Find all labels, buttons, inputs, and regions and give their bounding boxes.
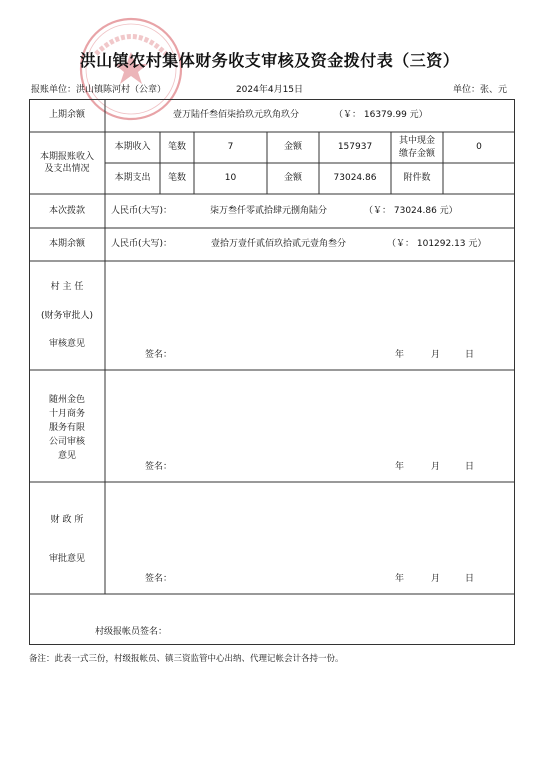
accountant-sign-label: 村级报帐员签名： bbox=[95, 626, 168, 637]
income-count: 7 bbox=[227, 142, 234, 153]
income-count-label: 笔数 bbox=[167, 142, 186, 153]
prev-balance-words: 壹万陆仟叁佰柒拾玖元玖角玖分 bbox=[173, 110, 300, 121]
income-label: 本期收入 bbox=[114, 142, 151, 153]
expense-amount-label: 金额 bbox=[283, 173, 302, 184]
current-balance-number: （￥： 101292.13 元） bbox=[387, 239, 487, 250]
expense-label: 本期支出 bbox=[114, 173, 151, 184]
company-month-label: 月 bbox=[431, 461, 441, 472]
allocation-rmb-label: 人民币(大写)： bbox=[111, 205, 173, 216]
allocation-number: （￥： 73024.86 元） bbox=[364, 205, 458, 216]
form-date: 2024年4月15日 bbox=[235, 85, 304, 95]
cash-deposit-label: 其中现金缴存金额 bbox=[398, 136, 435, 159]
currency-unit: 单位：张、元 bbox=[452, 85, 507, 95]
finance-approver-label: (财务审批人) bbox=[40, 310, 94, 321]
company-line-2: 十月商务 bbox=[48, 408, 85, 419]
village-head-label: 村 主 任 bbox=[50, 281, 84, 292]
company-line-4: 公司审核 bbox=[48, 436, 85, 447]
company-line-1: 随州金色 bbox=[48, 394, 85, 405]
form-title: 洪山镇农村集体财务收支审核及资金拨付表（三资） bbox=[79, 51, 460, 70]
current-balance-rmb-label: 人民币(大写)： bbox=[111, 239, 173, 250]
current-balance-label: 本期余额 bbox=[48, 239, 85, 250]
village-day-label: 日 bbox=[465, 349, 475, 360]
finance-office-review-label: 审批意见 bbox=[48, 553, 85, 564]
finance-office-label: 财 政 所 bbox=[50, 514, 84, 525]
finance-month-label: 月 bbox=[431, 573, 441, 584]
expense-count: 10 bbox=[224, 173, 237, 184]
company-sign-label: 签名： bbox=[145, 461, 173, 472]
company-year-label: 年 bbox=[395, 461, 405, 472]
current-balance-words: 壹拾万壹仟贰佰玖拾贰元壹角叁分 bbox=[211, 239, 347, 250]
form-table bbox=[29, 99, 515, 645]
company-line-3: 服务有限 bbox=[48, 422, 85, 433]
reporting-unit: 报账单位：洪山镇陈河村（公章） bbox=[31, 85, 167, 95]
village-month-label: 月 bbox=[431, 349, 441, 360]
attachment-count-label: 附件数 bbox=[403, 173, 431, 184]
finance-sign-label: 签名： bbox=[145, 573, 173, 584]
company-line-5: 意见 bbox=[57, 450, 76, 461]
finance-year-label: 年 bbox=[395, 573, 405, 584]
attachment-count-value bbox=[443, 163, 515, 194]
income-amount-label: 金额 bbox=[283, 142, 302, 153]
allocation-words: 柒万叁仟零贰拾肆元捌角陆分 bbox=[210, 205, 328, 216]
allocation-label: 本次拨款 bbox=[48, 205, 85, 216]
reimburse-label: 本期报账收入及支出情况 bbox=[39, 151, 94, 174]
prev-balance-label: 上期余额 bbox=[48, 110, 85, 121]
expense-count-label: 笔数 bbox=[167, 173, 186, 184]
village-review-label: 审核意见 bbox=[48, 338, 85, 349]
finance-day-label: 日 bbox=[465, 573, 475, 584]
village-sign-label: 签名： bbox=[145, 349, 173, 360]
company-day-label: 日 bbox=[465, 461, 475, 472]
village-year-label: 年 bbox=[395, 349, 405, 360]
cash-deposit-value: 0 bbox=[476, 142, 482, 153]
footnote: 备注：此表一式三份，村级报帐员、镇三资监管中心出纳、代理记帐会计各持一份。 bbox=[29, 654, 344, 664]
income-amount: 157937 bbox=[337, 142, 373, 153]
prev-balance-number: （￥： 16379.99 元） bbox=[334, 110, 428, 121]
expense-amount: 73024.86 bbox=[333, 173, 377, 184]
